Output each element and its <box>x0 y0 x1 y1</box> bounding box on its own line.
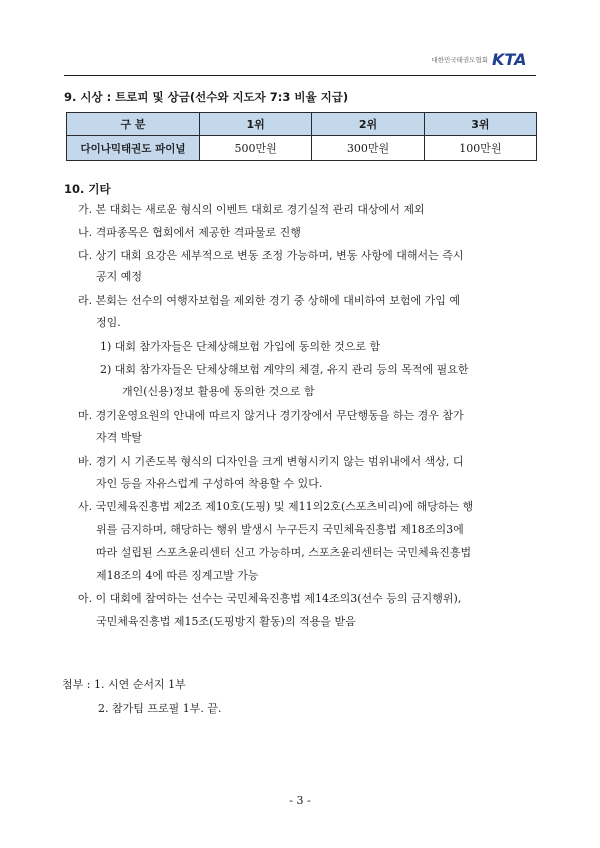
header-rule <box>64 75 536 76</box>
sub-list-item: 1) 대회 참가자들은 단체상해보험 가입에 동의한 것으로 함 <box>100 340 381 353</box>
org-name: 대한민국태권도협회 <box>431 55 488 64</box>
table-header-third: 3위 <box>424 113 536 136</box>
list-item: 아. 이 대회에 참여하는 선수는 국민체육진흥법 제14조의3(선수 등의 금지행위), <box>78 592 462 605</box>
section-10-title: 10. 기타 <box>64 182 111 196</box>
attachment-line-1: 첨부 : 1. 시연 순서지 1부 <box>62 678 186 691</box>
table-row <box>67 136 537 161</box>
list-item-continuation: 정임. <box>96 316 121 329</box>
kta-logo <box>431 50 536 68</box>
logo-letters: KTA <box>492 50 527 68</box>
list-item-continuation: 자격 박탈 <box>96 431 143 444</box>
list-item: 가. 본 대회는 새로운 형식의 이벤트 대회로 경기실적 관리 대상에서 제외 <box>78 203 425 216</box>
kta-logo-mark-icon <box>492 50 536 68</box>
list-item: 사. 국민체육진흥법 제2조 제10호(도핑) 및 제11의2호(스포츠비리)에 해당하는 행 <box>78 500 474 513</box>
list-item-continuation: 공지 예정 <box>96 270 143 283</box>
list-item-continuation: 제18조의 4에 따른 징계고발 가능 <box>96 569 259 582</box>
list-item: 라. 본회는 선수의 여행자보험을 제외한 경기 중 상해에 대비하여 보험에 가입 예 <box>78 294 460 307</box>
prize-table-header-row <box>67 113 537 136</box>
list-item-continuation: 위를 금지하며, 해당하는 행위 발생시 누구든지 국민체육진흥법 제18조의3에 <box>96 523 464 536</box>
table-header-second: 2위 <box>312 113 424 136</box>
prize-second: 300만원 <box>312 136 424 161</box>
sub-list-item-continuation: 개인(신용)정보 활용에 동의한 것으로 함 <box>122 385 315 398</box>
list-item-continuation: 자인 등을 자유스럽게 구성하여 착용할 수 있다. <box>96 477 323 490</box>
prize-first: 500만원 <box>200 136 312 161</box>
list-item: 바. 경기 시 기존도복 형식의 디자인을 크게 변형시키지 않는 범위내에서 색상, 디 <box>78 455 464 468</box>
table-header-category: 구 분 <box>67 113 200 136</box>
list-item: 마. 경기운영요원의 안내에 따르지 않거나 경기장에서 무단행동을 하는 경우 참가 <box>78 409 464 422</box>
page-header <box>64 48 536 76</box>
table-header-first: 1위 <box>200 113 312 136</box>
attachment-line-2: 2. 참가팀 프로필 1부. 끝. <box>98 702 222 715</box>
prize-table <box>66 112 537 161</box>
sub-list-item: 2) 대회 참가자들은 단체상해보험 계약의 체결, 유지 관리 등의 목적에 필요한 <box>100 363 469 376</box>
prize-third: 100만원 <box>424 136 536 161</box>
page-number: - 3 - <box>289 794 311 807</box>
list-item: 다. 상기 대회 요강은 세부적으로 변동 조정 가능하며, 변동 사항에 대해서는 즉시 <box>78 249 464 262</box>
list-item-continuation: 따라 설립된 스포츠윤리센터 신고 가능하며, 스포츠윤리센터는 국민체육진흥법 <box>96 546 472 559</box>
list-item: 나. 격파종목은 협회에서 제공한 격파물로 진행 <box>78 226 301 239</box>
section-9-title: 9. 시상 : 트로피 및 상금(선수와 지도자 7:3 비율 지급) <box>64 90 349 104</box>
table-row-label: 다이나믹태권도 파이널 <box>67 136 200 161</box>
list-item-continuation: 국민체육진흥법 제15조(도핑방지 활동)의 적용을 받음 <box>96 615 356 628</box>
